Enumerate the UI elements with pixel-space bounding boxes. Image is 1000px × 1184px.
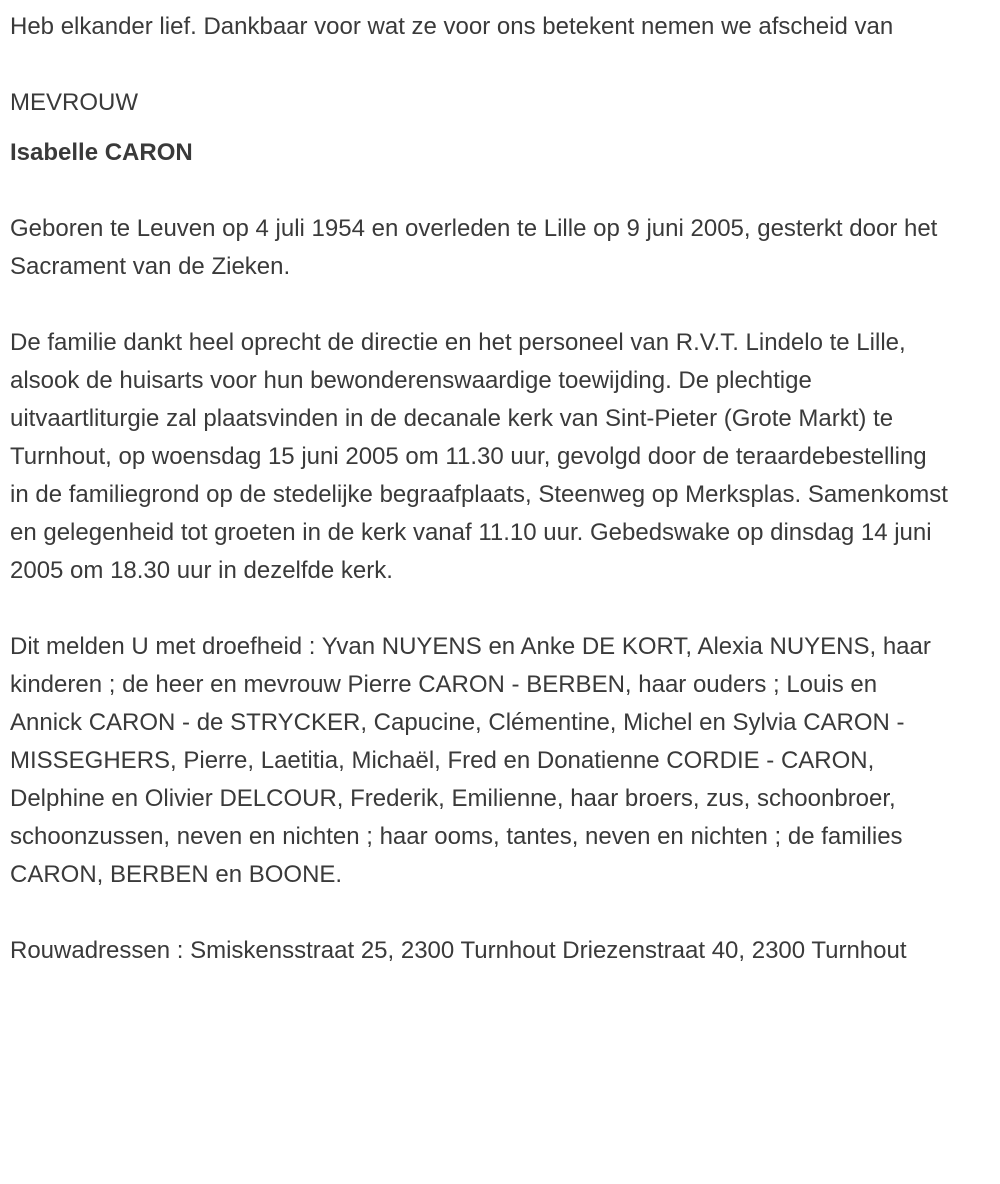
deceased-name: Isabelle CARON	[10, 139, 193, 166]
service-details-text: De familie dankt heel oprecht de directie en het personeel van R.V.T. Lindelo te Lille, alsook de huisarts voor hun bewonderenswaardige toewijding. De plechtige uitvaartliturgie zal plaatsvinden in de decanale kerk van Sint-Pieter (Grote Markt) te Turnhout, op woensdag 15 juni 2005 om 11.30 uur, gevolgd door de teraardebestelling in de familiegrond op de stedelijke begraafplaats, Steenweg op Merksplas. Samenkomst en gelegenheid tot groeten in de kerk vanaf 11.10 uur. Gebedswake op dinsdag 14 juni 2005 om 18.30 uur in dezelfde kerk.	[10, 329, 948, 584]
mourning-addresses-text: Rouwadressen : Smiskensstraat 25, 2300 Turnhout Driezenstraat 40, 2300 Turnhout	[10, 937, 907, 964]
salutation-text: MEVROUW	[10, 89, 138, 116]
birth-death-text: Geboren te Leuven op 4 juli 1954 en overleden te Lille op 9 juni 2005, gesterkt door het Sacrament van de Zieken.	[10, 215, 938, 280]
family-announcement-text: Dit melden U met droefheid : Yvan NUYENS en Anke DE KORT, Alexia NUYENS, haar kinderen ; de heer en mevrouw Pierre CARON - BERBEN, haar ouders ; Louis en Annick CARON - de STRYCKER, Capucine, Clémentine, Michel en Sylvia CARON - MISSEGHERS, Pierre, Laetitia, Michaël, Fred en Donatienne CORDIE - CARON, Delphine en Olivier DELCOUR, Frederik, Emilienne, haar broers, zus, schoonbroer, schoonzussen, neven en nichten ; haar ooms, tantes, neven en nichten ; de families CARON, BERBEN en BOONE.	[10, 633, 931, 888]
intro-text: Heb elkander lief. Dankbaar voor wat ze voor ons betekent nemen we afscheid van	[10, 13, 894, 40]
